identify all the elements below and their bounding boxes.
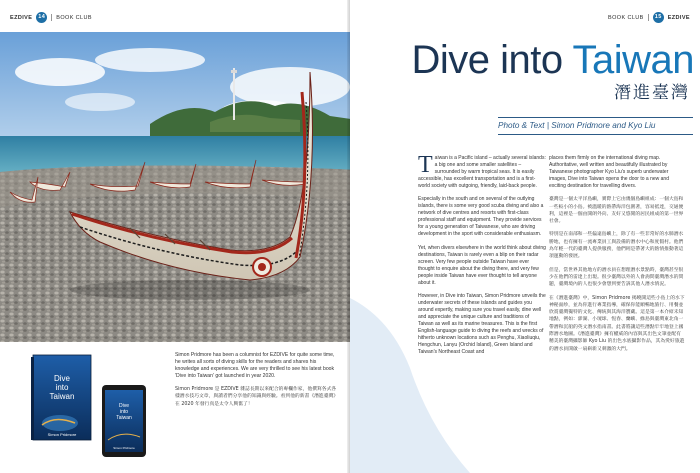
- article-paragraph: Yet, when divers elsewhere in the world think about diving destinations, Taiwan is rarely even a blip on their radar screen. Very few people outside Taiwan have ever thought to enquire about the diving there, and very few people inside Taiwan have ever thought to tell anyone about it.: [418, 244, 546, 286]
- page-number: 14: [36, 12, 47, 23]
- article-paragraph: places them firmly on the international diving map. Authoritative, well written and beautifully illustrated by Taiwanese photographer Kyo Liu's superb underwater images, Dive into Taiwan opens the door to a new and exciting destination for travelling divers.: [549, 155, 669, 190]
- right-page: [350, 0, 700, 473]
- intro-paragraph-zh: Simon Pridmore 是 EZDIVE 雜誌長期以來配合的專欄作家，他撰寫各式各樣潛水技巧文章，與讀者們分享他的知識與經驗。看到他的新書《潛進臺灣》在 2020 年發行真是太令人興奮了！: [175, 387, 339, 407]
- brand-label: EZDIVE: [667, 14, 690, 21]
- header-divider: [51, 14, 52, 21]
- byline: Photo & Text | Simon Pridmore and Kyo Liu: [498, 121, 656, 130]
- article-column-2: [549, 155, 685, 359]
- byline-rule-bottom: [498, 134, 693, 135]
- intro-text: [175, 352, 340, 414]
- byline-rule-top: [498, 117, 693, 118]
- title-chinese: 潛進臺灣: [614, 83, 690, 103]
- book-title-text: Dive: [53, 374, 71, 383]
- article-paragraph: Especially in the south and on several of the outlying islands, there is some very good scuba diving and also a network of dive centres and resorts with first-class professional staff and equipment. They provide services for a young generation of Taiwanese, who are driving development in the sport with considerable enthusiasm.: [418, 196, 544, 238]
- svg-text:Simon Pridmore: Simon Pridmore: [47, 432, 77, 437]
- article-paragraph-zh: 在《潛進臺灣》中，Simon Pridmore 揭曉開這些小島上的水下神秘面紗，並為你進行專業指導，確保你能順暢地旅行、用餐並欣賞臺灣獨特的文化、傳統與其海洋寶藏。這是第一本介紹未知地點，例如：澎湖、小琉球、恆春、蘭嶼、綠島與臺灣東北角一帶潛和沉船的英文潛水指南書。此書將讓這些潛點牢牢地登上國際潛水地圖。《潛進臺灣》擁有權威的內容與其出色文筆並配有精美的臺灣攝影師 Kyo Liu 的出色水底攝影作品，其為愛好旅遊的潛水員開啟一扇嶄新又刺激的大門。: [549, 295, 685, 352]
- title-part-1: Dive into: [411, 38, 573, 82]
- article-column-1: [418, 152, 546, 362]
- svg-text:Taiwan: Taiwan: [116, 415, 132, 421]
- header-divider: [648, 14, 649, 21]
- title-part-2: Taiwan: [572, 38, 694, 82]
- article-paragraph-zh: 但是，當世界其他地方的潛水員在想理潛水景點時，臺灣甚至很少在他們的雷達上出現。很少臺灣以外的人會詢問臺灣潛水的問題，臺灣境內的人也很少會想到要告訴其他人潛水情況。: [549, 267, 684, 288]
- book-cover-image: [30, 345, 150, 473]
- intro-paragraph-en: Simon Pridmore has been a columnist for EZDIVE for quite some time, he writes all sorts of diving skills for the readers and shares his knowledge and experiences. We are very thrilled to see his latest book 'Dive into Taiwan' got launched in year 2020.: [175, 352, 335, 380]
- svg-text:Taiwan: Taiwan: [49, 392, 75, 401]
- header-left: [10, 12, 92, 23]
- svg-text:into: into: [55, 383, 69, 392]
- article-paragraph: Taiwan is a Pacific island – actually several islands: a big one and some smaller satellites – surrounded by warm tropical seas. It is easily accessible, has excellent transportation and is a first-world society with outgoing, friendly, laid-back people.: [418, 152, 546, 190]
- article-title: [388, 38, 694, 83]
- article-paragraph: However, in Dive into Taiwan, Simon Pridmore unveils the underwater secrets of these islands and guides you around expertly, making sure you travel easily, dine well and appreciate the unique culture and traditions of Taiwan as well as its marine treasures. This is the first English-language guide to diving the reefs and wrecks of hitherto unknown locations such as Penghu, Xiaoliuqiu, Hengchun, Lanyu (Orchid Island), Green Island and Taiwan's Northeast Coast and: [418, 292, 546, 356]
- svg-text:Simon Pridmore: Simon Pridmore: [113, 446, 135, 450]
- svg-text:into: into: [119, 409, 129, 415]
- svg-text:Dive: Dive: [118, 403, 130, 409]
- article-paragraph-zh: 臺灣是一個太平洋島嶼，實際上它由幾個島嶼組成：一個大島和一些較小的小島。被溫暖的熱帶海洋包圍著，容易抵達，交通便利，這裡是一個由開朗外向、友好又悠閒的居民組成的第一世界社會。: [549, 197, 684, 225]
- page-number: 15: [653, 12, 664, 23]
- article-paragraph-zh: 特別是在南部和一些偏遠島嶼上，除了有一些非常好的水肺潛水勝地，也有擁有一流專業員工與設備的潛水中心和度假村。他們為年輕一代的臺灣人提供服務，他們則是帶著大的熱情推動著這項運動的發展。: [549, 232, 684, 260]
- brand-label: EZDIVE: [10, 14, 33, 21]
- section-label: BOOK CLUB: [608, 14, 644, 21]
- header-right: [608, 12, 690, 23]
- canoe-photo: [0, 32, 350, 342]
- section-label: BOOK CLUB: [56, 14, 92, 21]
- drop-cap: T: [418, 152, 433, 178]
